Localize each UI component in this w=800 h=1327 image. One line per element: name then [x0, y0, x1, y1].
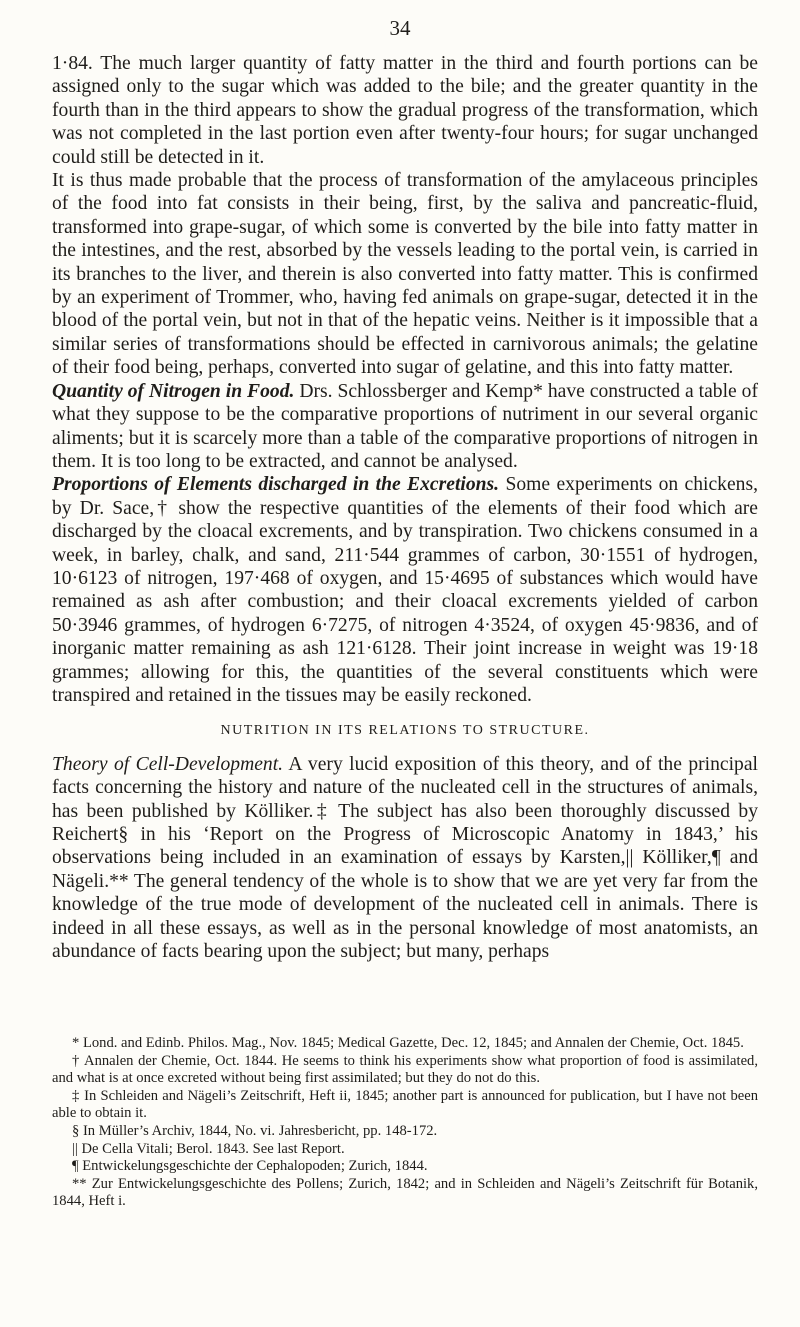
footnote: || De Cella Vitali; Berol. 1843. See last Report.	[72, 1140, 345, 1157]
section-heading: NUTRITION IN ITS RELATIONS TO STRUCTURE.	[220, 723, 590, 739]
paragraph-cell-development	[52, 753, 758, 964]
footnotes	[52, 1035, 758, 1211]
section-title-nitrogen: Quantity of Nitrogen in Food.	[52, 380, 295, 402]
footnote: ‡ In Schleiden and Nägeli’s Zeitschrift, Heft ii, 1845; another part is announced for publication, but I have not been able to obtain it.	[52, 1087, 758, 1122]
footnote: ¶ Entwickelungsgeschichte der Cephalopoden; Zurich, 1844.	[72, 1158, 428, 1175]
paragraph-nitrogen-text: Drs. Schlossberger and Kemp* have constructed a table of what they suppose to be the comparative proportions of nutriment in our several organic aliments; but it is scarcely more than a table of the comparative proportions of nitrogen in them. It is too long to be extracted, and cannot be analysed.	[52, 380, 759, 472]
section-title-cell-development: Theory of Cell-Development.	[52, 753, 284, 775]
section-title-excretions: Proportions of Elements discharged in the Excretions.	[52, 474, 500, 496]
footnote: § In Müller’s Archiv, 1844, No. vi. Jahresbericht, pp. 148-172.	[72, 1122, 438, 1139]
paragraph-fatty-matter: 1·84. The much larger quantity of fatty matter in the third and fourth portions can be assigned only to the sugar which was added to the bile; and the greater quantity in the fourth than in the third appears to show the gradual progress of the transformation, which was not completed in the last portion even after twenty-four hours; for sugar unchanged could still be detected in it.	[52, 53, 758, 168]
footnote: * Lond. and Edinb. Philos. Mag., Nov. 1845; Medical Gazette, Dec. 12, 1845; and Annalen der Chemie, Oct. 1845.	[72, 1035, 744, 1051]
paragraph-transformation: It is thus made probable that the process of transformation of the amylaceous principles of the food into fat consists in their being, first, by the saliva and pancreatic-fluid, transformed into grape-sugar, of which some is converted by the bile into fatty matter in the intestines, and the rest, absorbed by the vessels leading to the portal vein, is carried in its branches to the liver, and therein is also converted into fatty matter. This is confirmed by an experiment of Trommer, who, having fed animals on grape-sugar, detected it in the blood of the portal vein, but not in that of the hepatic veins. Neither is it impossible that a similar series of transformations should be effected in carnivorous animals; the gelatine of their food being, perhaps, converted into sugar of gelatine, and this into fatty matter.	[52, 170, 758, 379]
page-number: 34	[389, 16, 411, 40]
footnote: ** Zur Entwickelungsgeschichte des Pollens; Zurich, 1842; and in Schleiden and Nägeli’s Zeitschrift für Botanik, 1844, Heft i.	[52, 1175, 758, 1210]
paragraph-nitrogen	[52, 380, 758, 474]
paragraph-excretions	[52, 473, 758, 707]
paragraph-excretions-text: Some experiments on chickens, by Dr. Sace,† show the respective quantities of the elements of their food which are discharged by the cloacal excrements, and by transpiration. Two chickens consumed in a week, in barley, chalk, and sand, 211·544 grammes of carbon, 30·1551 of hydrogen, 10·6123 of nitrogen, 197·468 of oxygen, and 15·4695 of substances which would have remained as ash after combustion; and their cloacal excrements yielded of carbon 50·3946 grammes, of hydrogen 6·7275, of nitrogen 4·3524, of oxygen 45·9836, and of inorganic matter remaining as ash 121·6128. Their joint increase in weight was 19·18 grammes; allowing for this, the quantities of the several constituents which were transpired and retained in the tissues may be easily reckoned.	[52, 474, 759, 706]
body-text	[52, 52, 758, 963]
paragraph-cell-development-text: A very lucid exposition of this theory, and of the principal facts concerning the history and nature of the nucleated cell in the structures of animals, has been published by Kölliker.‡ The subject has also been thoroughly discussed by Reichert§ in his ‘Report on the Progress of Microscopic Anatomy in 1843,’ his observations being included in an examination of essays by Karsten,|| Kölliker,¶ and Nägeli.** The general tendency of the whole is to show that we are yet very far from the knowledge of the true mode of development of the nucleated cell in animals. There is indeed in all these essays, as well as in the personal knowledge of most anatomists, an abundance of facts bearing upon the subject; but many, perhaps	[52, 753, 758, 963]
footnote: † Annalen der Chemie, Oct. 1844. He seems to think his experiments show what proportion of food is assimilated, and what is at once excreted without being first assimilated; but they do not do this.	[52, 1052, 758, 1087]
